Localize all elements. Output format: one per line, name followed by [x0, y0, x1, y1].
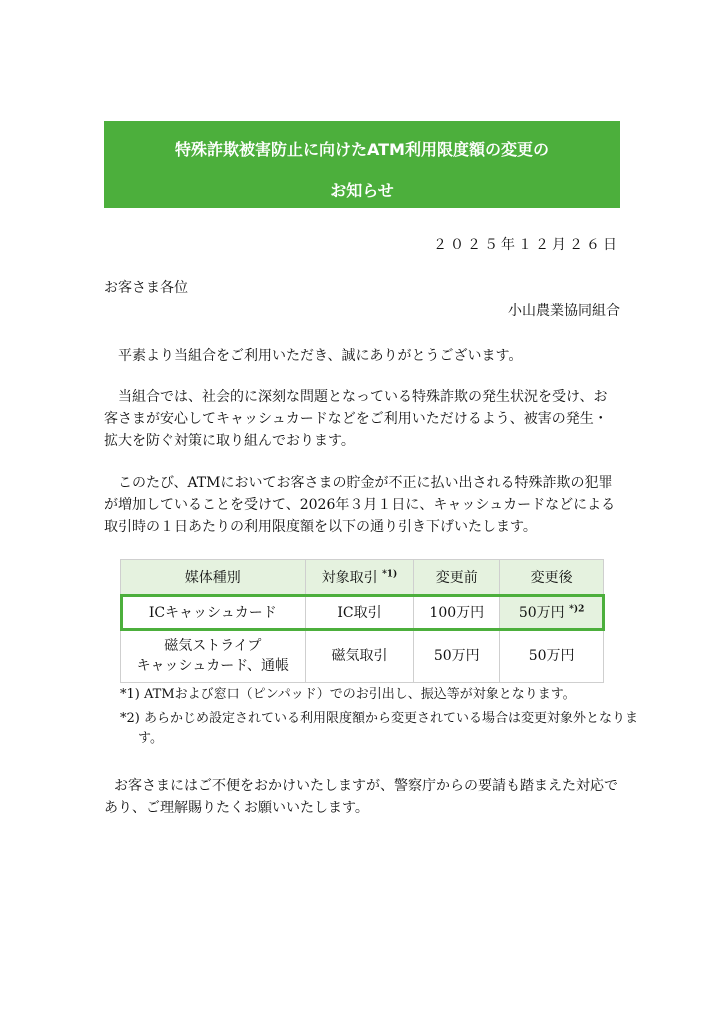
cell-transaction: IC取引 [305, 595, 414, 630]
table-row-ic [121, 595, 604, 630]
table-header-row [121, 560, 604, 595]
title-line-2: お知らせ [330, 181, 394, 200]
cell-media [121, 630, 306, 683]
cell-media: ICキャッシュカード [121, 595, 306, 630]
header-transaction-label: 対象取引 [321, 570, 378, 586]
paragraph-greeting: 平素より当組合をご利用いただき、誠にありがとうございます。 [118, 348, 523, 364]
header-after: 変更後 [500, 560, 604, 595]
cell-before: 100万円 [414, 595, 500, 630]
cell-before: 50万円 [414, 630, 500, 683]
table-row-magnetic [121, 630, 604, 683]
cell-transaction: 磁気取引 [305, 630, 414, 683]
addressee: お客さま各位 [104, 280, 188, 296]
header-media: 媒体種別 [121, 560, 306, 595]
paragraph-closing: お客さまにはご不便をおかけいたしますが、警察庁からの要請も踏まえた対応であり、ご理解賜りたくお願いいたします。 [104, 778, 618, 816]
header-before: 変更前 [414, 560, 500, 595]
cell-media-line-2: キャッシュカード、通帳 [136, 658, 290, 674]
notice-date: ２０２５年１２月２６日 [433, 237, 620, 253]
cell-after [500, 595, 604, 630]
paragraph-measures: 当組合では、社会的に深刻な問題となっている特殊詐欺の発生状況を受け、お客さまが安心してキャッシュカードなどをご利用いただけるよう、被害の発生・拡大を防ぐ対策に取り組んでおります。 [104, 389, 608, 449]
cell-after: 50万円 [500, 630, 604, 683]
header-transaction-note: *1) [382, 569, 398, 580]
cell-after-value: 50万円 [518, 605, 565, 621]
paragraph-change: このたび、ATMにおいてお客さまの貯金が不正に払い出される特殊詐欺の犯罪が増加していることを受けて、2026年３月１日に、キャッシュカードなどによる取引時の１日あたりの利用限度額を以下の通り引き下げいたします。 [104, 475, 616, 535]
footnote-2: *2) あらかじめ設定されている利用限度額から変更されている場合は変更対象外となります。 [120, 711, 638, 746]
limit-table [120, 559, 604, 683]
cell-media-line-1: 磁気ストライプ [164, 638, 262, 654]
footnote-1: *1) ATMおよび窓口（ピンパッド）でのお引出し、振込等が対象となります。 [120, 687, 576, 702]
header-transaction [305, 560, 414, 595]
cell-after-note: *)2 [569, 604, 585, 615]
title-line-1: 特殊詐欺被害防止に向けたATM利用限度額の変更の [175, 140, 549, 159]
sender-name: 小山農業協同組合 [508, 303, 620, 319]
title-banner [104, 121, 620, 208]
